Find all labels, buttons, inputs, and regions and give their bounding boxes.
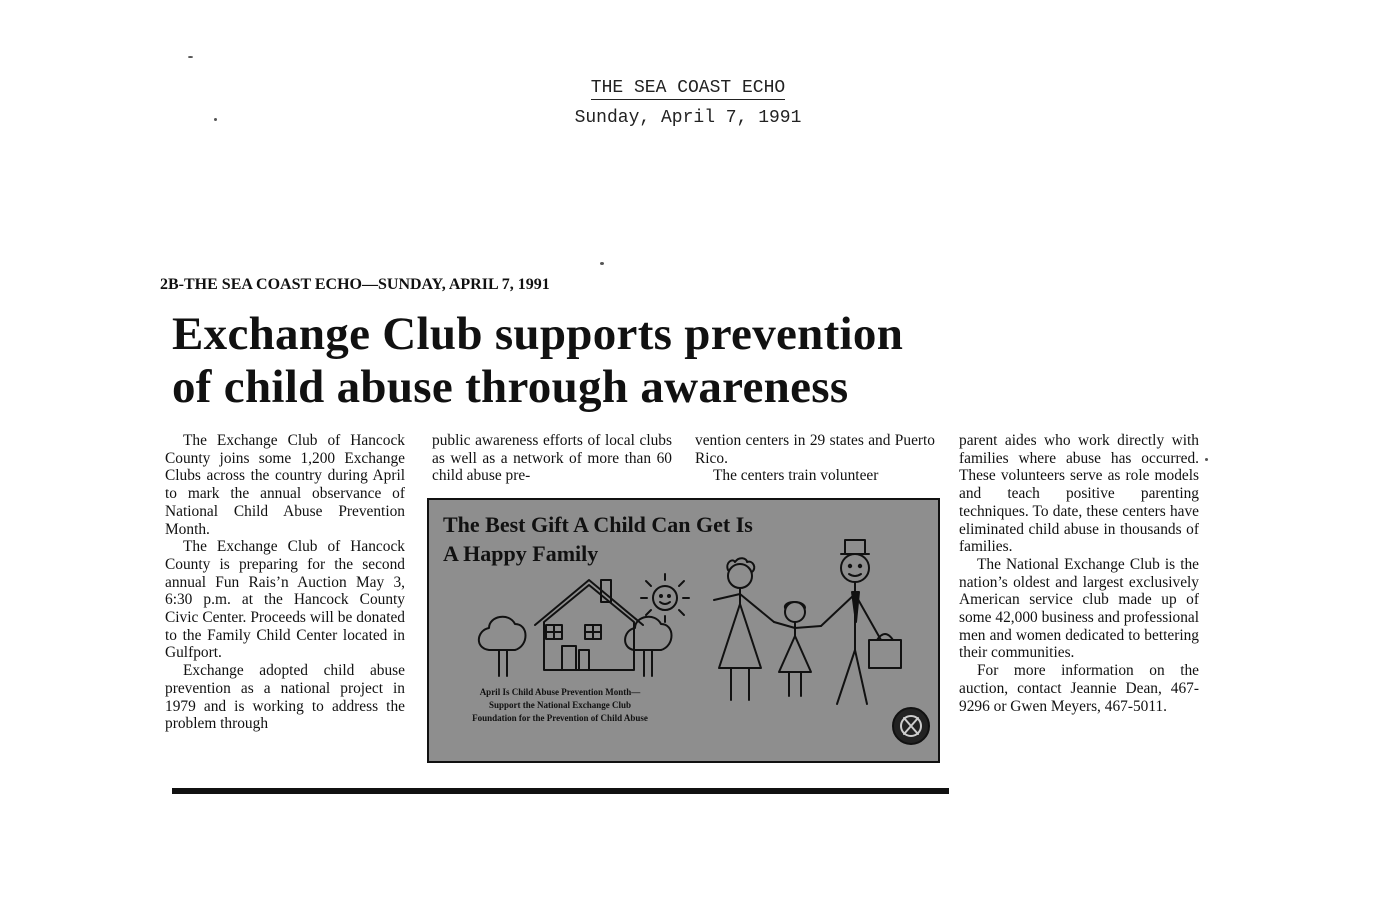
paragraph: The National Exchange Club is the nation’s oldest and largest exclusively American service club made up of some 42,000 business and professional men and women dedicated to bettering their communities.	[959, 555, 1199, 662]
advertisement-box	[427, 498, 940, 763]
headline	[172, 308, 1152, 414]
tree-icon	[625, 617, 671, 676]
child-figure-icon	[774, 602, 821, 696]
page-folio: 2B-THE SEA COAST ECHO—SUNDAY, APRIL 7, 1991	[160, 276, 550, 293]
ad-title-line-1: The Best Gift A Child Can Get Is	[443, 512, 753, 537]
advertisement-caption	[435, 686, 685, 725]
paragraph: For more information on the auction, contact Jeannie Dean, 467-9296 or Gwen Meyers, 467-5011.	[959, 662, 1199, 715]
paragraph: public awareness efforts of local clubs as well as a network of more than 60 child abuse pre-	[432, 432, 672, 485]
article-column-3	[695, 432, 935, 485]
paragraph: The Exchange Club of Hancock County is preparing for the second annual Fun Rais’n Auction May 3, 6:30 p.m. at the Hancock County Civic Center. Proceeds will be donated to the Family Child Center located in Gulfport.	[165, 538, 405, 662]
article-column-4	[959, 432, 1199, 715]
sun-icon	[641, 574, 689, 622]
headline-line-2: of child abuse through awareness	[172, 361, 849, 413]
paragraph: parent aides who work directly with families where abuse has occurred. These volunteers serve as role models and teach positive parenting techniques. To date, these centers have eliminated child abuse in thousands of families.	[959, 432, 1199, 556]
headline-line-1: Exchange Club supports prevention	[172, 308, 904, 360]
scan-speck	[1205, 458, 1208, 461]
tree-icon	[479, 617, 526, 676]
mother-figure-icon	[714, 558, 774, 700]
bottom-rule	[172, 788, 949, 794]
publication-title: THE SEA COAST ECHO	[590, 78, 786, 98]
scan-speck	[600, 262, 604, 265]
scan-speck	[214, 118, 217, 121]
paragraph: Exchange adopted child abuse prevention as a national project in 1979 and is working to address the problem through	[165, 662, 405, 733]
paragraph: The Exchange Club of Hancock County joins some 1,200 Exchange Clubs across the country during April to mark the annual observance of National Child Abuse Prevention Month.	[165, 432, 405, 538]
paragraph: The centers train volunteer	[713, 467, 879, 485]
house-icon	[535, 580, 643, 670]
exchange-club-emblem-icon	[893, 708, 929, 744]
ad-caption-line-2: Support the National Exchange Club	[488, 700, 632, 710]
scan-speck	[188, 56, 193, 58]
advertisement-title	[443, 510, 923, 568]
publication-date: Sunday, April 7, 1991	[574, 108, 802, 128]
paragraph: vention centers in 29 states and Puerto Rico.	[695, 432, 935, 467]
ad-title-line-2: A Happy Family	[443, 541, 599, 566]
ad-caption-line-3: Foundation for the Prevention of Child Abuse	[472, 713, 648, 723]
article-column-1	[165, 432, 405, 733]
ad-caption-line-1: April Is Child Abuse Prevention Month—	[479, 687, 641, 697]
article-column-2	[432, 432, 672, 485]
